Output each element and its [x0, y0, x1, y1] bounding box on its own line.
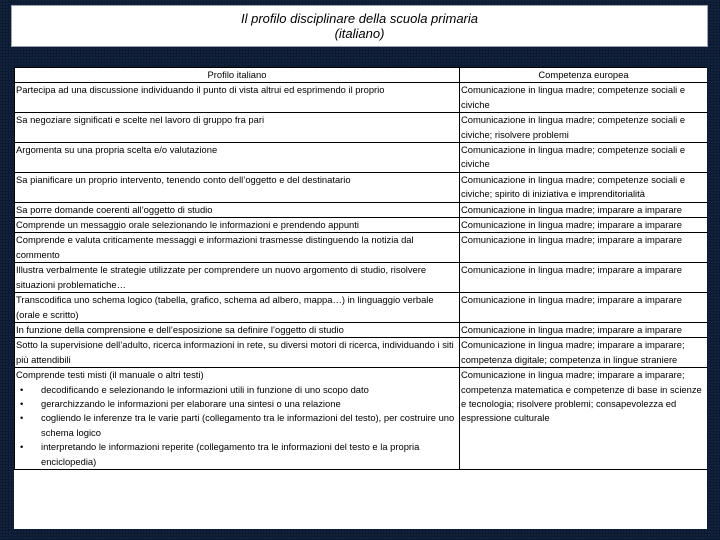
- cell-competenza: Comunicazione in lingua madre; imparare a imparare; competenza digitale; competenza in lingue straniere: [460, 338, 708, 368]
- cell-profilo: Sotto la supervisione dell’adulto, ricerca informazioni in rete, su diversi motori di ricerca, individuando i siti più attendibili: [15, 338, 460, 368]
- cell-profilo: In funzione della comprensione e dell’esposizione sa definire l’oggetto di studio: [15, 322, 460, 337]
- table-row: [15, 368, 708, 470]
- cell-competenza: Comunicazione in lingua madre; imparare a imparare; competenza matematica e competenze di base in scienze e tecnologia; risolvere problemi; consapevolezza ed espressione culturale: [460, 368, 708, 470]
- slide-title: Il profilo disciplinare della scuola primaria: [241, 11, 478, 26]
- profile-table: [14, 67, 707, 470]
- cell-competenza: Comunicazione in lingua madre; imparare a imparare: [460, 293, 708, 323]
- table-row: [15, 202, 708, 217]
- table-row: [15, 143, 708, 173]
- table-row: [15, 293, 708, 323]
- cell-profilo: Sa pianificare un proprio intervento, tenendo conto dell’oggetto e del destinatario: [15, 172, 460, 202]
- cell-profilo: Sa porre domande coerenti all’oggetto di studio: [15, 202, 460, 217]
- bullet-item: • gerarchizzando le informazioni per elaborare una sintesi o una relazione: [41, 397, 458, 411]
- cell-profilo: Illustra verbalmente le strategie utilizzate per comprendere un nuovo argomento di studio, risolvere situazioni problematiche…: [15, 263, 460, 293]
- cell-profilo: Sa negoziare significati e scelte nel lavoro di gruppo fra pari: [15, 113, 460, 143]
- cell-profilo: Argomenta su una propria scelta e/o valutazione: [15, 143, 460, 173]
- cell-competenza: Comunicazione in lingua madre; competenze sociali e civiche: [460, 83, 708, 113]
- cell-profilo: Partecipa ad una discussione individuando il punto di vista altrui ed esprimendo il proprio: [15, 83, 460, 113]
- cell-competenza: Comunicazione in lingua madre; imparare a imparare: [460, 263, 708, 293]
- cell-competenza: Comunicazione in lingua madre; imparare a imparare: [460, 233, 708, 263]
- table-header-row: [15, 68, 708, 83]
- slide-subtitle: (italiano): [334, 26, 385, 41]
- bullet-item: • cogliendo le inferenze tra le varie parti (collegamento tra le informazioni del testo), per costruire uno schema logico: [41, 411, 458, 440]
- bullet-list: [16, 383, 458, 469]
- bullet-item: • interpretando le informazioni reperite (collegamento tra le informazioni del testo e la propria enciclopedia): [41, 440, 458, 469]
- cell-profilo: Comprende un messaggio orale selezionando le informazioni e prendendo appunti: [15, 218, 460, 233]
- table-row: [15, 233, 708, 263]
- cell-competenza: Comunicazione in lingua madre; imparare a imparare: [460, 322, 708, 337]
- table-row: [15, 83, 708, 113]
- cell-competenza: Comunicazione in lingua madre; competenze sociali e civiche: [460, 143, 708, 173]
- cell-profilo-intro: Comprende testi misti (il manuale o altri testi): [16, 369, 204, 381]
- table-row: [15, 322, 708, 337]
- cell-profilo: Transcodifica uno schema logico (tabella, grafico, schema ad albero, mappa…) in linguaggio verbale (orale e scritto): [15, 293, 460, 323]
- table-row: [15, 263, 708, 293]
- cell-competenza: Comunicazione in lingua madre; competenze sociali e civiche; spirito di iniziativa e imprenditorialità: [460, 172, 708, 202]
- table-row: [15, 172, 708, 202]
- slide-title-box: [11, 5, 708, 47]
- cell-profilo: Comprende e valuta criticamente messaggi e informazioni trasmesse distinguendo la notizia dal commento: [15, 233, 460, 263]
- column-header-competenza: Competenza europea: [460, 68, 708, 83]
- profile-table-container: [14, 67, 707, 529]
- table-row: [15, 218, 708, 233]
- table-row: [15, 338, 708, 368]
- table-row: [15, 113, 708, 143]
- column-header-profilo: Profilo italiano: [15, 68, 460, 83]
- cell-competenza: Comunicazione in lingua madre; imparare a imparare: [460, 218, 708, 233]
- cell-competenza: Comunicazione in lingua madre; imparare a imparare: [460, 202, 708, 217]
- cell-competenza: Comunicazione in lingua madre; competenze sociali e civiche; risolvere problemi: [460, 113, 708, 143]
- cell-profilo: [15, 368, 460, 470]
- bullet-item: • decodificando e selezionando le informazioni utili in funzione di uno scopo dato: [41, 383, 458, 397]
